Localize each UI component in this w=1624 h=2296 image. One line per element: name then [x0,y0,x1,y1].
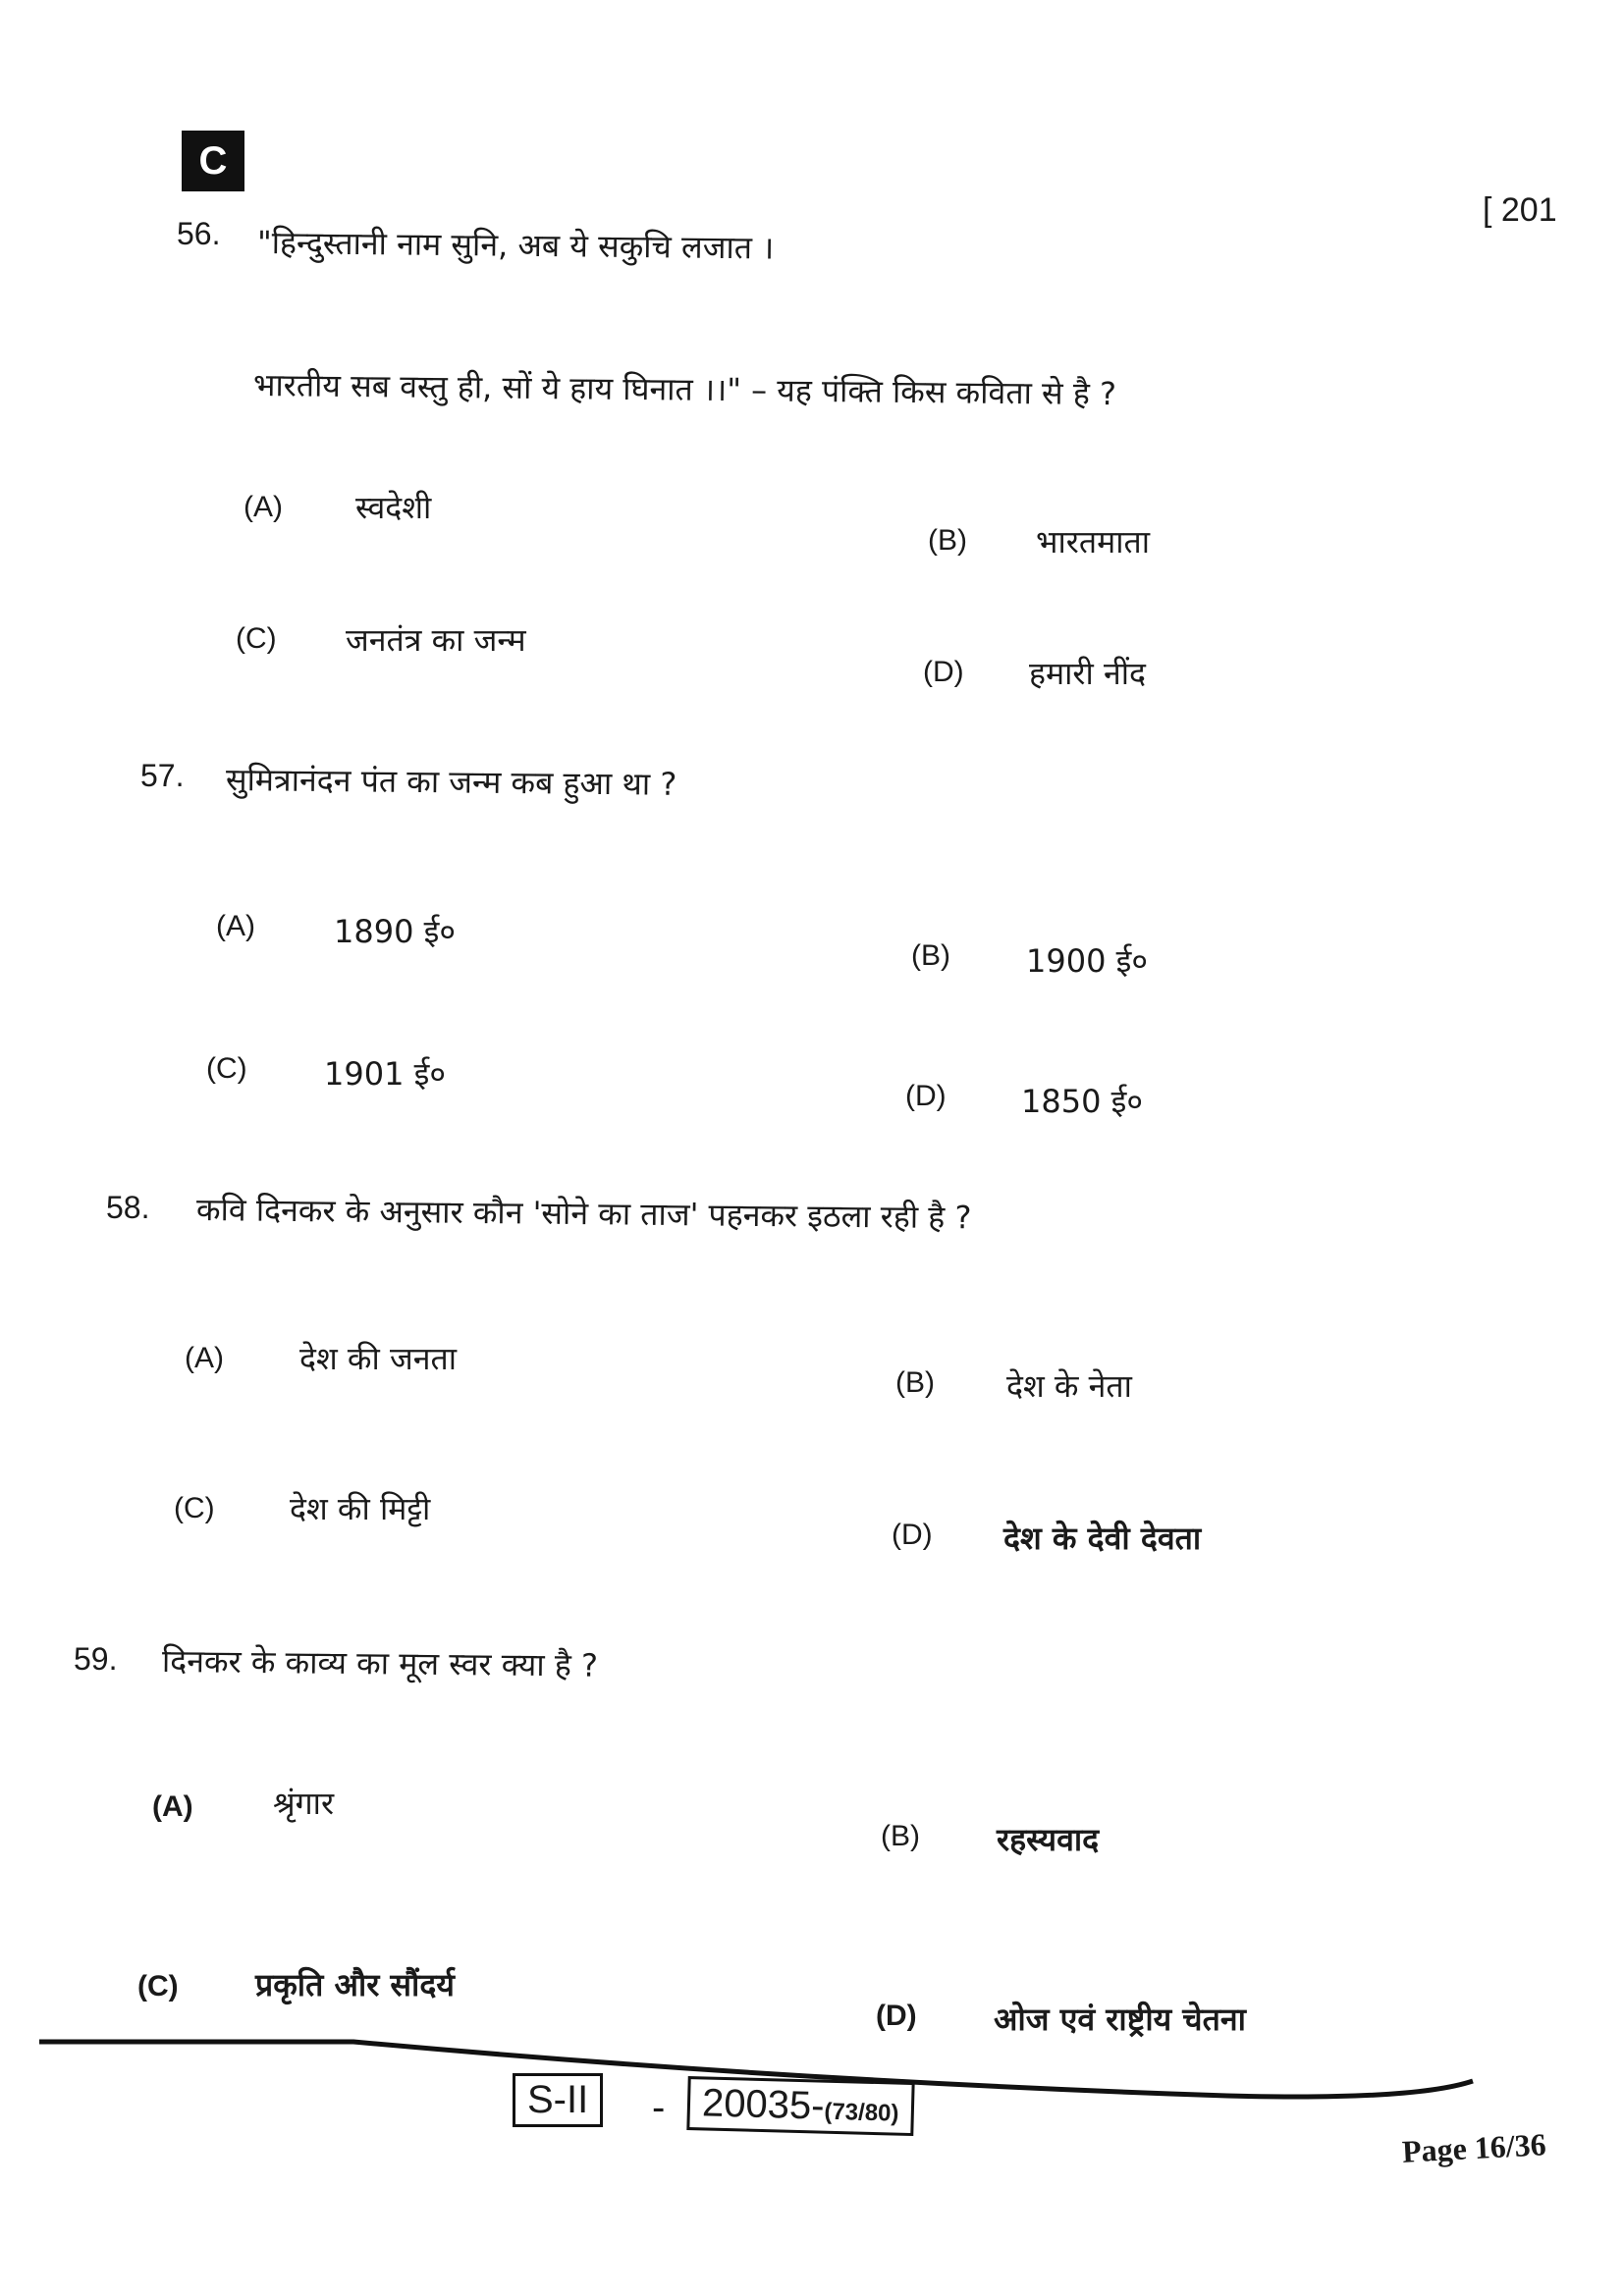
option-text: ओज एवं राष्ट्रीय चेतना [994,2001,1246,2038]
option-text: देश के देवी देवता [1003,1520,1202,1557]
option-label: (C) [137,1970,179,2002]
question-number: 59. [74,1641,118,1677]
page-number: Page 16/36 [1401,2126,1547,2169]
question-text: कवि दिनकर के अनुसार कौन 'सोने का ताज' पहनकर इठला रही है ? [195,1191,972,1237]
series-box: S-II [513,2073,603,2127]
option-label: (C) [206,1052,247,1085]
question-text: भारतीय सब वस्तु ही, सों ये हाय घिनात ।।" – यह पंक्ति किस कविता से है ? [252,366,1117,413]
question-text: सुमित्रानंदन पंत का जन्म कब हुआ था ? [225,761,677,803]
option-label: (D) [892,1519,933,1551]
question-number: 58. [106,1190,150,1225]
paper-code-box [686,2076,914,2136]
option-label: (D) [923,656,964,688]
option-label: (D) [876,2000,917,2032]
option-text: स्वदेशी [355,489,432,526]
option-label: (B) [881,1820,920,1852]
question-number: 57. [140,758,185,793]
option-text: देश की मिट्टी [290,1490,431,1527]
option-label: (C) [174,1492,215,1524]
option-text: प्रकृति और सौंदर्य [255,1966,455,2003]
option-text: श्रृंगार [273,1785,335,1822]
option-label: (B) [911,939,950,972]
option-text: 1900 ई० [1026,942,1148,980]
option-label: (A) [152,1790,193,1823]
paper-code-suffix: (73/80) [824,2098,899,2127]
option-text: हमारी नींद [1029,655,1147,692]
option-text: देश की जनता [299,1340,457,1377]
option-label: (A) [185,1342,224,1374]
option-label: (A) [244,491,283,523]
option-label: (D) [905,1080,947,1112]
option-label: (B) [928,524,967,557]
footer-dash: - [652,2086,666,2129]
marks-label: [ 201 [1483,191,1557,229]
section-badge: C [182,131,244,191]
option-label: (B) [895,1366,935,1399]
question-text: "हिन्दुस्तानी नाम सुनि, अब ये सकुचि लजात । [256,224,775,267]
option-text: 1850 ई० [1021,1083,1143,1120]
question-text: दिनकर के काव्य का मूल स्वर क्या है ? [161,1642,599,1684]
option-text: 1890 ई० [334,913,456,950]
option-label: (C) [236,622,277,655]
paper-code: 20035- [701,2081,826,2128]
question-number: 56. [177,216,221,251]
option-text: देश के नेता [1006,1367,1132,1405]
option-text: 1901 ई० [324,1055,446,1093]
option-text: जनतंत्र का जन्म [346,621,526,659]
option-label: (A) [216,910,255,942]
option-text: रहस्यवाद [997,1821,1100,1858]
option-text: भारतमाता [1036,523,1151,561]
